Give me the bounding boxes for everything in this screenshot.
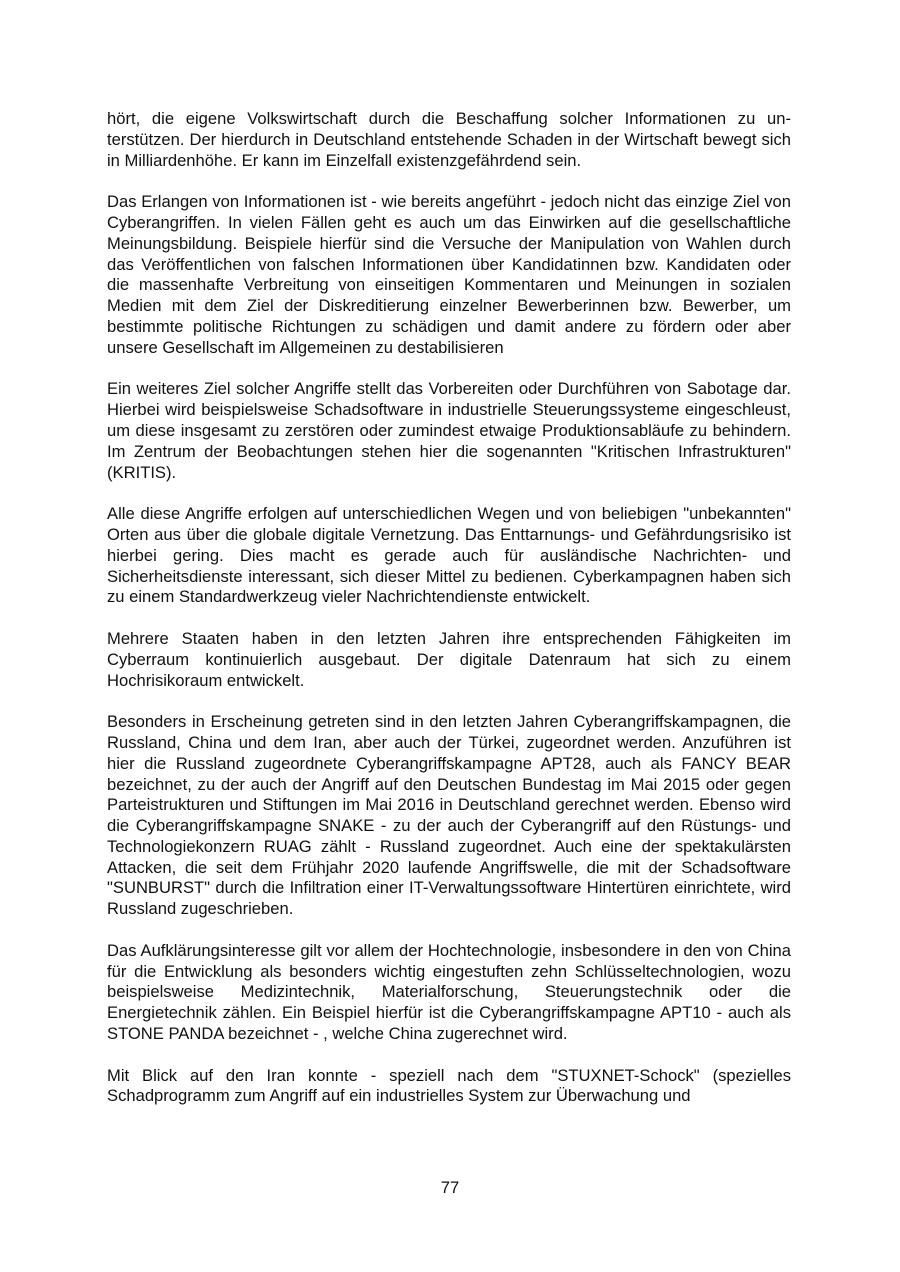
paragraph-8: Mit Blick auf den Iran konnte - speziell nach dem "STUXNET-Schock" (spezielles Schadprogramm zum Angriff auf ein industrielles System zur Überwachung und — [107, 1065, 791, 1106]
paragraph-6: Besonders in Erscheinung getreten sind in den letzten Jahren Cyberangriffskampagnen, die Russland, China und dem Iran, aber auch der Türkei, zugeordnet werden. Anzuführen ist hier die Russland zugeordnete Cyberangriffskampagne APT28, auch als FANCY BEAR bezeichnet, zu der auch der Angriff auf den Deutschen Bundestag im Mai 2015 oder gegen Parteistrukturen und Stiftungen im Mai 2016 in Deutschland gerechnet werden. Ebenso wird die Cyberangriffskampagne SNAKE - zu der auch der Cyberangriff auf den Rüstungs- und Technologiekonzern RUAG zählt - Russland zugeordnet. Auch eine der spektakulärsten Attacken, die seit dem Frühjahr 2020 laufende Angriffswelle, die mit der Schadsoftware "SUNBURST" durch die Infiltration einer IT-Verwaltungssoftware Hintertüren einrichtete, wird Russland zugeschrieben. — [107, 712, 791, 919]
document-body — [107, 109, 791, 1128]
paragraph-3: Ein weiteres Ziel solcher Angriffe stellt das Vorbereiten oder Durchführen von Sabotage dar. Hierbei wird beispielsweise Schadsoftware in industrielle Steuerungssysteme eingeschleust, um diese insgesamt zu zerstören oder zumindest etwaige Produktionsabläufe zu behindern. Im Zentrum der Beobachtungen stehen hier die sogenannten "Kritischen Infrastrukturen" (KRITIS). — [107, 379, 791, 482]
paragraph-2: Das Erlangen von Informationen ist - wie bereits angeführt - jedoch nicht das einzige Ziel von Cyberangriffen. In vielen Fällen geht es auch um das Einwirken auf die gesellschaftliche Meinungsbildung. Beispiele hierfür sind die Versuche der Manipulation von Wahlen durch das Veröffentlichen von falschen Informationen über Kandidatinnen bzw. Kandidaten oder die massenhafte Verbreitung von einseitigen Kommentaren und Meinungen in sozialen Medien mit dem Ziel der Diskreditierung einzelner Bewerberinnen bzw. Bewerber, um bestimmte politische Richtungen zu schädigen und damit andere zu fördern oder aber unsere Gesellschaft im Allgemeinen zu destabilisieren — [107, 192, 791, 357]
paragraph-7: Das Aufklärungsinteresse gilt vor allem der Hochtechnologie, insbesondere in den von China für die Entwicklung als besonders wichtig eingestuften zehn Schlüsseltechnologien, wozu beispielsweise Medizintechnik, Materialforschung, Steuerungstechnik oder die Energietechnik zählen. Ein Beispiel hierfür ist die Cyberangriffskampagne APT10 - auch als STONE PANDA bezeichnet - , welche China zugerechnet wird. — [107, 940, 791, 1044]
paragraph-4: Alle diese Angriffe erfolgen auf unterschiedlichen Wegen und von beliebigen "unbekannten" Orten aus über die globale digitale Vernetzung. Das Enttarnungs- und Gefährdungsrisiko ist hierbei gering. Dies macht es gerade auch für ausländische Nachrichten- und Sicherheitsdienste interessant, sich dieser Mittel zu bedienen. Cyberkampagnen haben sich zu einem Standardwerkzeug vieler Nachrichtendienste entwickelt. — [107, 504, 791, 607]
paragraph-1: hört, die eigene Volkswirtschaft durch die Beschaffung solcher Informationen zu unterstützen. Der hierdurch in Deutschland entstehende Schaden in der Wirtschaft bewegt sich in Milliardenhöhe. Er kann im Einzelfall existenzgefährdend sein. — [107, 109, 791, 170]
page-number: 77 — [440, 1178, 460, 1197]
paragraph-5: Mehrere Staaten haben in den letzten Jahren ihre entsprechenden Fähigkeiten im Cyberraum kontinuierlich ausgebaut. Der digitale Datenraum hat sich zu einem Hochrisikoraum entwickelt. — [107, 628, 791, 690]
